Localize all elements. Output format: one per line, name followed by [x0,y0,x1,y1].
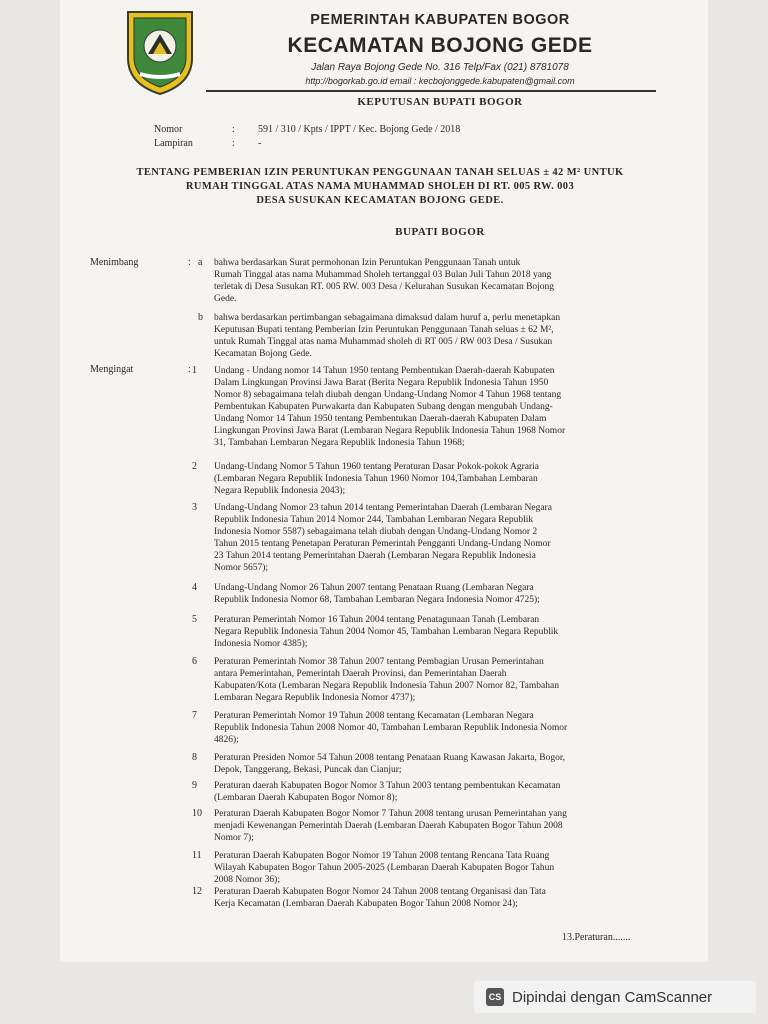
decree-heading: KEPUTUSAN BUPATI BOGOR [357,96,523,108]
mengingat-item-line: Undang-Undang Nomor 26 Tahun 2007 tentang Penataan Ruang (Lembaran Negara [214,583,534,593]
menimbang-colon: : [188,257,191,268]
header-web-email: http://bogorkab.go.id email : kecbojonggede.kabupaten@gmail.com [305,76,575,86]
menimbang-item-line: untuk Rumah Tinggal atas nama Muhammad sholeh di RT 005 / RW 003 Desa / Susukan [214,337,553,347]
menimbang-item-line: Gede. [214,294,237,304]
mengingat-item-line: Pembentukan Kabupaten Purwakarta dan Kabupaten Subang dengan mengubah Undang- [214,402,553,412]
mengingat-item-line: Nomor 5657); [214,563,269,573]
mengingat-item-line: antara Pemerintahan, Pemerintah Daerah Provinsi, dan Pemerintahan Daerah [214,669,507,679]
mengingat-item [214,502,666,574]
mengingat-item-line: Kerja Kecamatan (Lembaran Daerah Kabupaten Bogor Tahun 2008 Nomor 24); [214,899,518,909]
mengingat-item-line: Lembaran Negara Republik Indonesia Nomor 4737); [214,693,416,703]
mengingat-item-line: Peraturan Pemerintah Nomor 16 Tahun 2004 tentang Penatagunaan Tanah (Lembaran [214,615,540,625]
menimbang-item-line: Rumah Tinggal atas nama Muhammad Sholeh tertanggal 03 Bulan Juli Tahun 2018 yang [214,270,552,280]
mengingat-item-line: Tahun 2015 tentang Penetapan Peraturan Pemerintah Pengganti Undang-Undang Nomor [214,539,551,549]
mengingat-item-line: Peraturan Daerah Kabupaten Bogor Nomor 19 Tahun 2008 tentang Rencana Tata Ruang [214,851,550,861]
mengingat-item-line: Undang-Undang Nomor 23 tahun 2014 tentang Pemerintahan Daerah (Lembaran Negara [214,503,552,513]
camscanner-icon: CS [486,988,504,1006]
mengingat-item-line: Peraturan Daerah Kabupaten Bogor Nomor 7 Tahun 2008 tentang urusan Pemerintahan yang [214,809,567,819]
mengingat-label: Mengingat [90,364,134,375]
header-divider [206,90,656,92]
menimbang-item-line: Keputusan Bupati tentang Pemberian Izin Peruntukan Penggunaan Tanah seluas ± 62 M², [214,325,554,335]
mengingat-item [214,850,666,886]
mengingat-item [214,656,666,704]
decree-title-line: DESA SUSUKAN KECAMATAN BOJONG GEDE. [256,195,504,206]
mengingat-item-marker: 8 [192,752,197,763]
mengingat-item-line: 2008 Nomor 36); [214,875,280,885]
mengingat-item-marker: 6 [192,656,197,667]
mengingat-item-line: Peraturan Daerah Kabupaten Bogor Nomor 24 Tahun 2008 tentang Organisasi dan Tata [214,887,546,897]
mengingat-colon: : [188,364,191,375]
camscanner-watermark [474,981,756,1013]
mengingat-item [214,582,666,606]
header-district-name: KECAMATAN BOJONG GEDE [287,34,593,57]
mengingat-item [214,886,666,910]
mengingat-item-line: Negara Republik Indonesia 2043); [214,486,346,496]
mengingat-item-line: (Lembaran Daerah Kabupaten Bogor Nomor 8); [214,793,398,803]
mengingat-item-marker: 11 [192,850,202,861]
mengingat-item-line: Peraturan Presiden Nomor 54 Tahun 2008 tentang Penataan Ruang Kawasan Jakarta, Bogor, [214,753,565,763]
mengingat-item [214,808,666,844]
mengingat-item-line: Peraturan daerah Kabupaten Bogor Nomor 3 Tahun 2003 tentang pembentukan Kecamatan [214,781,561,791]
mengingat-item [214,710,666,746]
mengingat-item-line: Peraturan Pemerintah Nomor 19 Tahun 2008 tentang Kecamatan (Lembaran Negara [214,711,534,721]
mengingat-item-line: Indonesia Nomor 4385); [214,639,308,649]
mengingat-item-line: Undang Nomor 14 Tahun 1950 tentang Pembentukan Daerah-daerah Kabupaten Dalam [214,414,547,424]
mengingat-item-line: Kabupaten/Kota (Lembaran Negara Republik Indonesia Tahun 2007 Nomor 82, Tambahan [214,681,559,691]
mengingat-item-line: Republik Indonesia Tahun 2008 Nomor 40, Tambahan Lembaran Republik Indonesia Nomor [214,723,568,733]
nomor-label: Nomor [154,124,183,135]
mengingat-item-line: Undang-Undang Nomor 5 Tahun 1960 tentang Peraturan Dasar Pokok-pokok Agraria [214,462,539,472]
mengingat-item-marker: 10 [192,808,202,819]
mengingat-item-marker: 3 [192,502,197,513]
mengingat-item-line: Undang - Undang nomor 14 Tahun 1950 tentang Pembentukan Daerah-daerah Kabupaten [214,366,555,376]
mengingat-item-line: Indonesia Nomor 5587) sebagaimana telah diubah dengan Undang-Undang Nomor 2 [214,527,538,537]
lampiran-label: Lampiran [154,138,193,149]
mengingat-item-marker: 9 [192,780,197,791]
menimbang-item-line: bahwa berdasarkan pertimbangan sebagaimana dimaksud dalam huruf a, perlu menetapkan [214,313,561,323]
mengingat-item [214,365,666,449]
mengingat-item-line: Lingkungan Provinsi Jawa Barat (Lembaran Negara Republik Indonesia Tahun 1968 Nomor [214,426,566,436]
mengingat-item-line: 23 Tahun 2014 tentang Pemerintahan Daerah (Lembaran Negara Republik Indonesia [214,551,536,561]
header-address: Jalan Raya Bojong Gede No. 316 Telp/Fax (021) 8781078 [311,62,569,73]
mengingat-item-line: (Lembaran Negara Republik Indonesia Tahun 1960 Nomor 104,Tambahan Lembaran [214,474,538,484]
decree-title-line: RUMAH TINGGAL ATAS NAMA MUHAMMAD SHOLEH DI RT. 005 RW. 003 [185,181,575,192]
decree-title [80,166,680,208]
lampiran-value: - [258,138,262,149]
bogor-crest-logo [124,8,196,96]
mengingat-item-line: Nomor 7); [214,833,254,843]
decree-title-line: TENTANG PEMBERIAN IZIN PERUNTUKAN PENGGUNAAN TANAH SELUAS ± 42 M² UNTUK [136,167,624,178]
menimbang-label: Menimbang [90,257,139,268]
mengingat-item-line: Peraturan Pemerintah Nomor 38 Tahun 2007 tentang Pembagian Urusan Pemerintahan [214,657,544,667]
menimbang-item-line: Kecamatan Bojong Gede. [214,349,312,359]
mengingat-item [214,461,666,497]
mengingat-item-marker: 2 [192,461,197,472]
mengingat-item-line: 31, Tambahan Lembaran Negara Republik Indonesia Tahun 1968; [214,438,465,448]
menimbang-item [214,257,666,305]
menimbang-item [214,312,666,360]
lampiran-colon: : [232,138,235,149]
mengingat-item-line: 4826); [214,735,239,745]
mengingat-item-line: Nomor 8) sebagaimana telah diubah dengan Undang-Undang Nomor 4 Tahun 1968 tentang [214,390,562,400]
continuation-text: 13.Peraturan....... [562,932,631,943]
bupati-heading: BUPATI BOGOR [395,226,485,238]
mengingat-item-line: Republik Indonesia Nomor 68, Tambahan Lembaran Negara Indonesia Nomor 4725); [214,595,540,605]
mengingat-item-marker: 7 [192,710,197,721]
mengingat-item-marker: 4 [192,582,197,593]
nomor-value: 591 / 310 / Kpts / IPPT / Kec. Bojong Gede / 2018 [258,124,461,135]
menimbang-item-marker: b [198,312,203,323]
mengingat-item-line: menjadi Kewenangan Pemerintah Daerah (Lembaran Daerah Kabupaten Bogor Tahun 2008 [214,821,563,831]
menimbang-item-marker: a [198,257,203,268]
mengingat-item-line: Depok, Tanggerang, Bekasi, Puncak dan Cianjur; [214,765,402,775]
mengingat-item [214,780,666,804]
mengingat-item-marker: 5 [192,614,197,625]
mengingat-item-line: Negara Republik Indonesia Tahun 2004 Nomor 45, Tambahan Lembaran Negara Republik [214,627,559,637]
mengingat-item-marker: 12 [192,886,202,897]
mengingat-item-line: Republik Indonesia Tahun 2014 Nomor 244, Tambahan Lembaran Negara Republik [214,515,534,525]
mengingat-item-marker: 1 [192,365,197,376]
mengingat-item-line: Dalam Lingkungan Provinsi Jawa Barat (Berita Negara Republik Indonesia Tahun 1950 [214,378,549,388]
menimbang-item-line: terletak di Desa Susukan RT. 005 RW. 003 Desa / Kelurahan Susukan Kecamatan Bojong [214,282,555,292]
camscanner-text: Dipindai dengan CamScanner [512,988,713,1006]
mengingat-item [214,752,666,776]
mengingat-item [214,614,666,650]
header-government-name: PEMERINTAH KABUPATEN BOGOR [310,12,570,28]
menimbang-item-line: bahwa berdasarkan Surat permohonan Izin Peruntukan Penggunaan Tanah untuk [214,258,521,268]
nomor-colon: : [232,124,235,135]
mengingat-item-line: Wilayah Kabupaten Bogor Tahun 2005-2025 (Lembaran Daerah Kabupaten Bogor Tahun [214,863,555,873]
